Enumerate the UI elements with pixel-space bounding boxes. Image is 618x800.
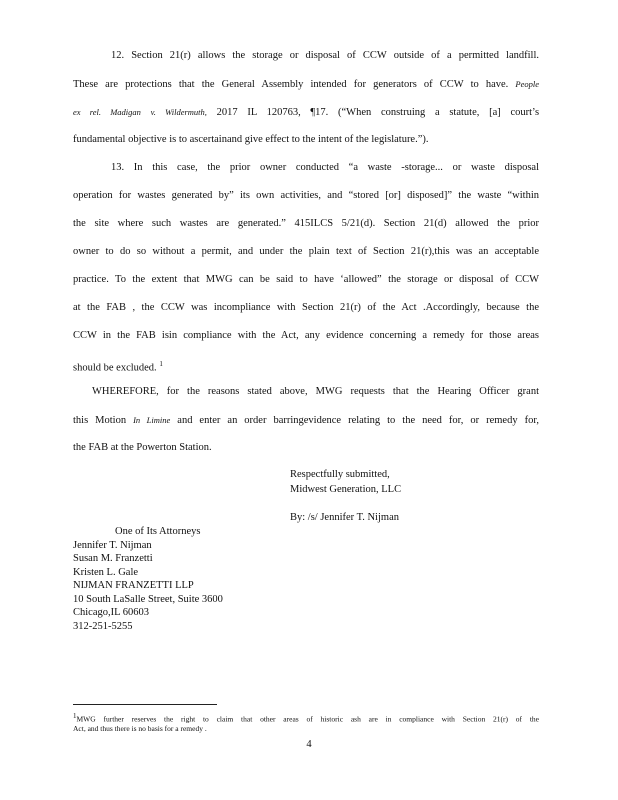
firm-name: NIJMAN FRANZETTI LLP <box>73 580 194 591</box>
wherefore-line1: WHEREFORE, for the reasons stated above, MWG requests that the Hearing Officer grant <box>92 386 539 397</box>
firm-address-street: 10 South LaSalle Street, Suite 3600 <box>73 594 223 605</box>
signature-by-line: By: /s/ Jennifer T. Nijman <box>290 512 399 523</box>
para12-line1: 12. Section 21(r) allows the storage or disposal of CCW outside of a permitted landfill. <box>111 50 539 61</box>
para13-line6: at the FAB , the CCW was incompliance with Section 21(r) of the Act .Accordingly, because the <box>73 302 539 313</box>
para13-line7: CCW in the FAB isin compliance with the Act, any evidence concerning a remedy for those areas <box>73 330 539 341</box>
footnote-reference[interactable]: 1 <box>159 360 163 368</box>
footnote-line2: Act, and thus there is no basis for a remedy . <box>73 724 207 733</box>
firm-phone: 312-251-5255 <box>73 621 133 632</box>
para13-line2: operation for wastes generated by” its own activities, and “stored [or] disposed]” the waste “within <box>73 190 539 201</box>
footnote-separator <box>73 704 217 705</box>
wherefore-line2-end: and enter an order barringevidence relating to the need for, or remedy for, <box>177 415 540 426</box>
case-name-madigan: ex rel. Madigan <box>73 107 141 117</box>
wherefore-line2-start: this Motion <box>73 415 127 426</box>
signature-respectfully: Respectfully submitted, <box>290 469 390 480</box>
attorney-line-2: Susan M. Franzetti <box>73 553 153 564</box>
para12-line2-text: These are protections that the General Assembly intended for generators of CCW to have. <box>73 79 509 90</box>
case-name-wildermuth: v. Wildermuth, <box>150 107 207 117</box>
para13-line1: 13. In this case, the prior owner conducted “a waste -storage... or waste disposal <box>111 162 539 173</box>
signature-company: Midwest Generation, LLC <box>290 484 402 495</box>
attorneys-heading: One of Its Attorneys <box>115 526 201 537</box>
page-number: 4 <box>306 739 312 750</box>
case-name-people: People <box>515 79 540 89</box>
para13-line8 <box>73 357 539 376</box>
in-limine-italic: In Limine <box>133 415 171 425</box>
attorney-line-3: Kristen L. Gale <box>73 567 139 578</box>
para12-line3 <box>73 105 539 120</box>
para13-line8-text: should be excluded. <box>73 362 157 374</box>
para13-line4: owner to do so without a permit, and under the plain text of Section 21(r),this was an acceptable <box>73 246 539 257</box>
para13-line3: the site where such wastes are generated.” 415ILCS 5/21(d). Section 21(d) allowed the prior <box>73 218 539 229</box>
firm-address-city: Chicago,IL 60603 <box>73 607 150 618</box>
footnote-text-1: MWG further reserves the right to claim that other areas of historic ash are in compliance with Section 21(r) of the <box>76 714 539 724</box>
footnote-marker: 1 <box>73 712 77 720</box>
wherefore-line3: the FAB at the Powerton Station. <box>73 442 212 453</box>
para12-citation: 2017 IL 120763, ¶17. (“When construing a statute, [a] court’s <box>216 107 540 118</box>
para12-line2 <box>73 77 539 92</box>
para12-line4: fundamental objective is to ascertainand give effect to the intent of the legislature.”). <box>73 134 429 145</box>
para13-line5: practice. To the extent that MWG can be said to have ‘allowed” the storage or disposal of CCW <box>73 274 539 285</box>
attorney-line-1: Jennifer T. Nijman <box>73 540 152 551</box>
wherefore-line2 <box>73 413 539 428</box>
